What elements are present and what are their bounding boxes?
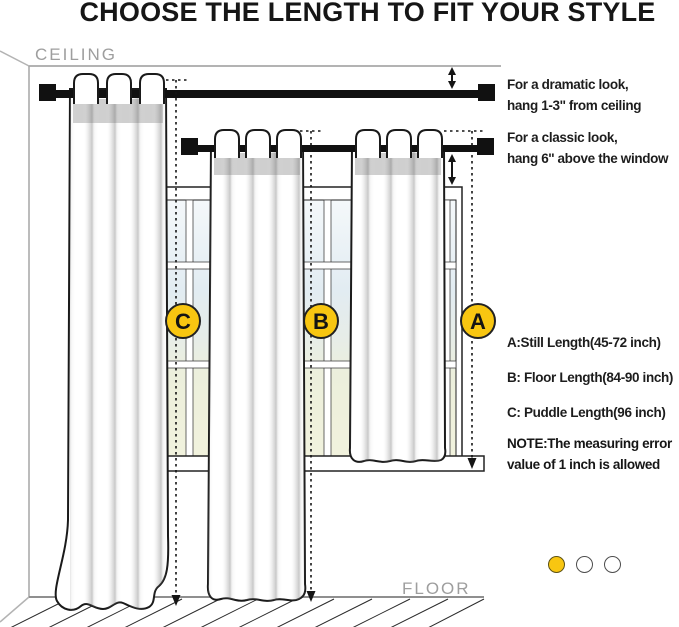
badge-b [304, 304, 338, 338]
ceiling-corner-line [0, 51, 29, 66]
length-definition-c: C: Puddle Length(96 inch) [507, 405, 666, 420]
rod-upper-left-finial [39, 84, 56, 101]
badge-b-letter: B [313, 309, 329, 334]
badge-c-letter: C [175, 309, 191, 334]
curtain-b-grommet-tabs [215, 130, 301, 158]
floor-label: FLOOR [402, 579, 471, 598]
ceiling-gap-arrow-up [448, 67, 456, 75]
curtain-c-grommet-tabs [74, 74, 164, 104]
ceiling-label: CEILING [35, 45, 118, 64]
classic-look-annotation [507, 127, 679, 169]
ceiling-gap-arrow-down [448, 81, 456, 89]
carousel-dot-1-active[interactable] [548, 556, 565, 573]
gap-arrows [448, 67, 456, 185]
rod-lower-left-finial [181, 138, 198, 155]
length-definition-a: A:Still Length(45-72 inch) [507, 335, 661, 350]
page-title: CHOOSE THE LENGTH TO FIT YOUR STYLE [79, 0, 656, 27]
dramatic-look-line1: For a dramatic look, [507, 77, 629, 92]
classic-look-line2: hang 6'' above the window [507, 151, 669, 166]
floor-corner-line [0, 597, 29, 622]
curtain-b [208, 146, 306, 603]
rod-upper-right-finial [478, 84, 495, 101]
window-gap-arrow-down [448, 177, 456, 185]
badge-a-letter: A [470, 309, 486, 334]
curtain-b-folds [208, 148, 306, 603]
dramatic-look-annotation [507, 74, 679, 116]
window-gap-arrow-up [448, 154, 456, 162]
carousel-dot-3[interactable] [604, 556, 621, 573]
dramatic-look-line2: hang 1-3'' from ceiling [507, 98, 642, 113]
curtain-c [56, 89, 169, 612]
measuring-note-line1: NOTE:The measuring error [507, 436, 672, 451]
carousel-dot-2[interactable] [576, 556, 593, 573]
classic-look-line1: For a classic look, [507, 130, 618, 145]
rod-lower-right-finial [477, 138, 494, 155]
curtain-c-folds [70, 92, 166, 612]
curtain-a [349, 146, 446, 466]
badge-c [166, 304, 200, 338]
length-definition-b: B: Floor Length(84-90 inch) [507, 370, 674, 385]
curtain-a-folds [349, 148, 446, 466]
badge-a [461, 304, 495, 338]
curtain-a-grommet-tabs [356, 130, 442, 158]
measuring-note [507, 433, 679, 475]
carousel-dots [548, 556, 621, 573]
measuring-note-line2: value of 1 inch is allowed [507, 457, 660, 472]
